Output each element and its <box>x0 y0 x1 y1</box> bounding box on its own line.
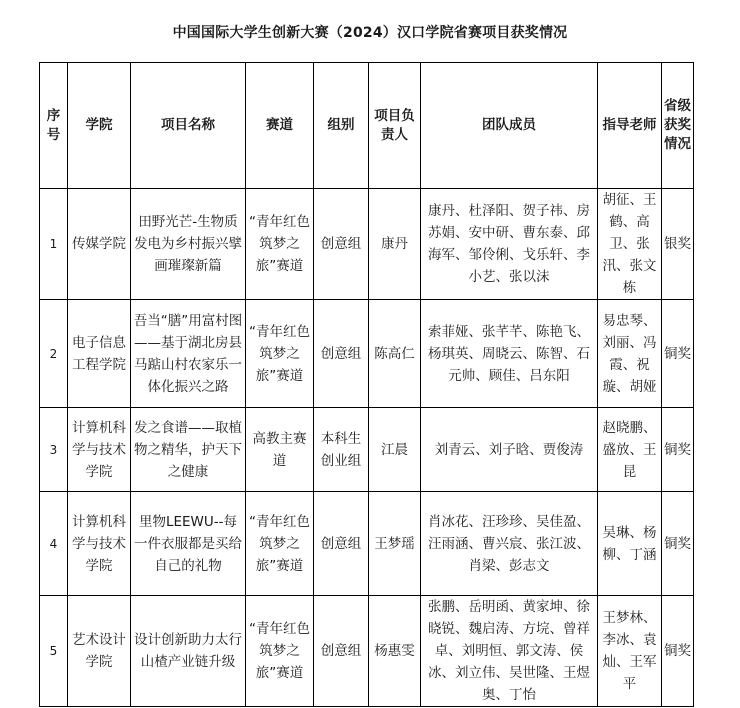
cell-project: 田野光芒-生物质发电为乡村振兴擘画璀璨新篇 <box>131 189 246 300</box>
cell-members: 康丹、杜泽阳、贺子祎、房苏娟、安中研、曹东泰、邱海军、邹伶俐、戈乐轩、李小艺、张以沫 <box>421 189 598 300</box>
cell-group: 创意组 <box>314 300 369 408</box>
cell-track: “青年红色筑梦之旅”赛道 <box>246 189 314 300</box>
cell-college: 艺术设计学院 <box>68 596 131 707</box>
cell-advisor: 赵晓鹏、盛放、王昆 <box>598 408 662 492</box>
cell-project: 发之食谱——取植物之精华，护天下之健康 <box>131 408 246 492</box>
cell-group: 创意组 <box>314 492 369 596</box>
cell-leader: 陈高仁 <box>369 300 421 408</box>
cell-leader: 江晨 <box>369 408 421 492</box>
cell-project: 设计创新助力太行山楂产业链升级 <box>131 596 246 707</box>
award-table <box>39 62 694 707</box>
cell-group: 本科生创业组 <box>314 408 369 492</box>
cell-advisor: 王梦林、李冰、袁灿、王军平 <box>598 596 662 707</box>
cell-group: 创意组 <box>314 189 369 300</box>
header-award: 省级获奖情况 <box>662 63 694 189</box>
cell-award: 铜奖 <box>662 596 694 707</box>
cell-members: 索菲娅、张芊芊、陈艳飞、杨琪英、周晓云、陈智、石元帅、顾佳、吕东阳 <box>421 300 598 408</box>
cell-advisor: 胡征、王鹤、高卫、张汛、张文栋 <box>598 189 662 300</box>
cell-award: 铜奖 <box>662 492 694 596</box>
header-group: 组别 <box>314 63 369 189</box>
cell-index: 4 <box>40 492 68 596</box>
table-row <box>40 408 694 492</box>
cell-leader: 王梦瑶 <box>369 492 421 596</box>
cell-award: 银奖 <box>662 189 694 300</box>
header-members: 团队成员 <box>421 63 598 189</box>
cell-members: 张鹏、岳明函、黄家坤、徐晓锐、魏启涛、方垸、曾祥卓、刘明恒、郭文涛、侯冰、刘立伟、吴世隆、王煜奥、丁怡 <box>421 596 598 707</box>
table-header-row <box>40 63 694 189</box>
header-project: 项目名称 <box>131 63 246 189</box>
header-index: 序号 <box>40 63 68 189</box>
cell-college: 电子信息工程学院 <box>68 300 131 408</box>
cell-index: 2 <box>40 300 68 408</box>
cell-leader: 康丹 <box>369 189 421 300</box>
cell-advisor: 吴琳、杨柳、丁涵 <box>598 492 662 596</box>
cell-college: 计算机科学与技术学院 <box>68 408 131 492</box>
cell-index: 5 <box>40 596 68 707</box>
cell-leader: 杨惠雯 <box>369 596 421 707</box>
cell-track: “青年红色筑梦之旅”赛道 <box>246 300 314 408</box>
cell-award: 铜奖 <box>662 300 694 408</box>
cell-members: 刘青云、刘子晗、贾俊涛 <box>421 408 598 492</box>
cell-track: 高教主赛道 <box>246 408 314 492</box>
table-row <box>40 189 694 300</box>
cell-project: 吾当“膳”用富村图——基于湖北房县马踮山村农家乐一体化振兴之路 <box>131 300 246 408</box>
document-title: 中国国际大学生创新大赛（2024）汉口学院省赛项目获奖情况 <box>172 25 568 41</box>
cell-index: 3 <box>40 408 68 492</box>
table-row <box>40 492 694 596</box>
header-advisor: 指导老师 <box>598 63 662 189</box>
cell-award: 铜奖 <box>662 408 694 492</box>
cell-track: “青年红色筑梦之旅”赛道 <box>246 492 314 596</box>
header-track: 赛道 <box>246 63 314 189</box>
cell-college: 传媒学院 <box>68 189 131 300</box>
header-college: 学院 <box>68 63 131 189</box>
cell-college: 计算机科学与技术学院 <box>68 492 131 596</box>
cell-group: 创意组 <box>314 596 369 707</box>
cell-project: 里物LEEWU--每一件衣服都是买给自己的礼物 <box>131 492 246 596</box>
cell-advisor: 易忠琴、刘丽、冯霞、祝璇、胡娅 <box>598 300 662 408</box>
table-row <box>40 596 694 707</box>
cell-track: “青年红色筑梦之旅”赛道 <box>246 596 314 707</box>
table-row <box>40 300 694 408</box>
header-leader: 项目负责人 <box>369 63 421 189</box>
cell-index: 1 <box>40 189 68 300</box>
cell-members: 肖冰花、汪珍珍、吴佳盈、汪雨涵、曹兴宸、张江波、肖梁、彭志文 <box>421 492 598 596</box>
